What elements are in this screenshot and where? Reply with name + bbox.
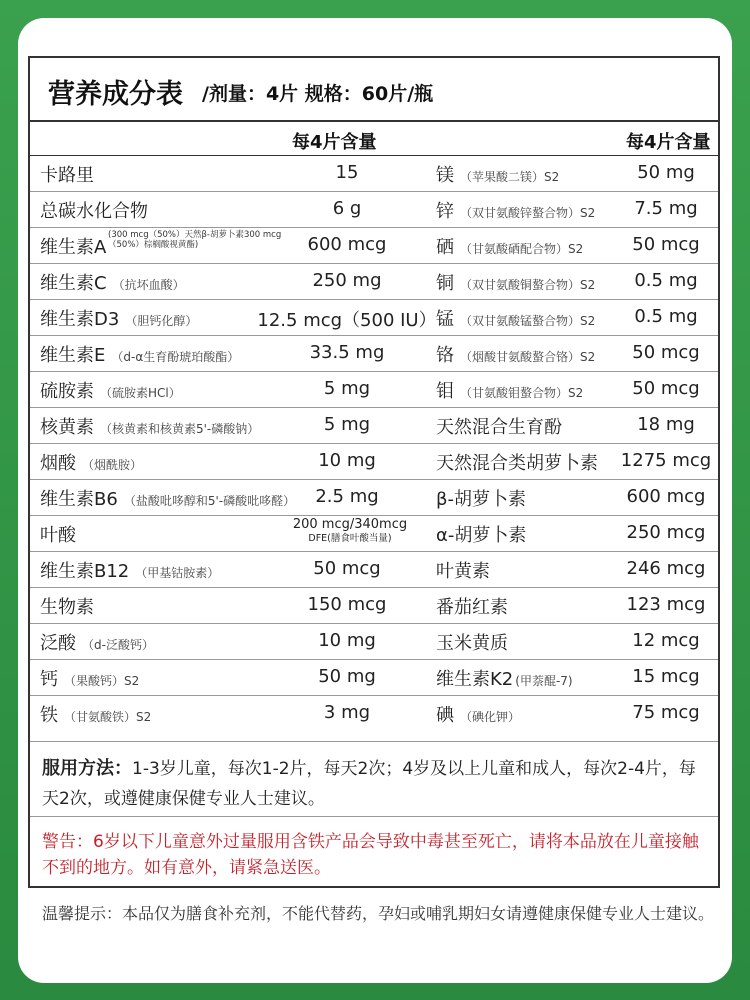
nutrient-name: 维生素B12 （甲基钴胺素）: [40, 561, 220, 582]
nutrient-note: (甲萘醌-7): [515, 674, 573, 688]
nutrient-value: 5 mg: [323, 378, 371, 399]
table-row: [30, 587, 718, 623]
table-row: [30, 479, 718, 515]
nutrient-note: （甘氨酸硒配合物）S2: [460, 242, 584, 256]
nutrient-name: 番茄红素: [436, 597, 508, 618]
nutrient-value: 250 mcg: [626, 522, 706, 543]
nutrient-name: 玉米黄质: [436, 633, 508, 654]
table-row: [30, 695, 718, 731]
nutrient-name: 总碳水化合物: [40, 201, 148, 222]
nutrient-value: 200 mcg/340mcg DFE(膳食叶酸当量): [292, 517, 408, 544]
nutrient-name: 维生素C （抗坏血酸）: [40, 273, 185, 294]
nutrient-name: 卡路里: [40, 165, 94, 186]
header-right: 每4片含量: [626, 132, 711, 153]
nutrient-value: 15: [335, 162, 359, 183]
nutrient-value: 5 mg: [323, 414, 371, 435]
header-left: 每4片含量: [292, 132, 377, 153]
nutrient-name: 泛酸 （d-泛酸钙）: [40, 633, 154, 654]
nutrient-note: （烟酸甘氨酸螯合铬）S2: [460, 350, 596, 364]
nutrient-value: 250 mg: [312, 270, 382, 291]
nutrient-value: 0.5 mg: [634, 306, 698, 327]
nutrient-value: 10 mg: [318, 450, 376, 471]
nutrient-name: 铁 （甘氨酸铁）S2: [40, 705, 152, 726]
table-row: [30, 371, 718, 407]
table-row: [30, 155, 718, 191]
table-row: [30, 551, 718, 587]
nutrient-value: 50 mg: [637, 162, 695, 183]
nutrient-name: 硒 （甘氨酸硒配合物）S2: [436, 237, 584, 258]
nutrient-note: （d-α生育酚琥珀酸酯）: [111, 350, 240, 364]
nutrient-note: （抗坏血酸）: [112, 278, 185, 292]
table-subtitle: /剂量：4片 规格：60片/瓶: [202, 83, 434, 105]
table-row: [30, 227, 718, 263]
nutrient-name: 维生素E （d-α生育酚琥珀酸酯）: [40, 345, 240, 366]
nutrient-value: 6 g: [332, 198, 362, 219]
divider: [30, 816, 718, 817]
table-row: [30, 263, 718, 299]
nutrient-value: 7.5 mg: [634, 198, 698, 219]
nutrient-value: 50 mcg: [632, 378, 700, 399]
nutrient-note: （双甘氨酸锰螯合物）S2: [460, 314, 596, 328]
divider: [30, 741, 718, 742]
nutrient-value: 50 mg: [318, 666, 376, 687]
nutrient-name: 叶酸: [40, 525, 76, 546]
nutrient-value: 1275 mcg: [620, 450, 712, 471]
table-row: [30, 443, 718, 479]
nutrient-name: 镁 （苹果酸二镁）S2: [436, 165, 560, 186]
nutrient-value: 3 mg: [323, 702, 371, 723]
table-row: [30, 299, 718, 335]
nutrient-name: 叶黄素: [436, 561, 490, 582]
table-title: 营养成分表: [48, 79, 183, 110]
nutrient-value: 0.5 mg: [634, 270, 698, 291]
nutrient-value: 123 mcg: [626, 594, 706, 615]
nutrient-note: （苹果酸二镁）S2: [460, 170, 560, 184]
nutrient-name: 核黄素 （核黄素和核黄素5'-磷酸钠）: [40, 417, 260, 438]
table-title-row: [30, 58, 718, 122]
nutrient-note: （甘氨酸铁）S2: [64, 710, 152, 724]
nutrient-value: 12.5 mcg（500 IU）: [257, 310, 437, 331]
nutrient-value: 18 mg: [637, 414, 695, 435]
table-row: [30, 335, 718, 371]
nutrient-note: (300 mcg（50%）天然β-胡萝卜素300 mcg（50%）棕榈酸视黄酯): [108, 230, 282, 250]
usage-text: 1-3岁儿童，每次1-2片，每天2次；4岁及以上儿童和成人，每次2-4片，每天2次，或遵健康保健专业人士建议。: [42, 759, 696, 809]
table-row: [30, 191, 718, 227]
nutrient-name: α-胡萝卜素: [436, 525, 527, 546]
nutrient-value: 33.5 mg: [309, 342, 385, 363]
nutrient-value: 246 mcg: [626, 558, 706, 579]
nutrient-name: 铬 （烟酸甘氨酸螯合铬）S2: [436, 345, 596, 366]
nutrient-note: （盐酸吡哆醇和5'-磷酸吡哆醛）: [123, 494, 296, 508]
nutrient-name: 铜 （双甘氨酸铜螯合物）S2: [436, 273, 596, 294]
nutrient-note: （果酸钙）S2: [64, 674, 140, 688]
table-row: [30, 659, 718, 695]
nutrient-note: （甲基钴胺素）: [135, 566, 220, 580]
nutrient-value: 15 mcg: [632, 666, 700, 687]
nutrient-value: 50 mcg: [313, 558, 381, 579]
nutrient-note: （d-泛酸钙）: [82, 638, 154, 652]
usage-section: [42, 754, 708, 814]
nutrient-note: （硫胺素HCl）: [100, 386, 181, 400]
nutrient-name: 钼 （甘氨酸钼螯合物）S2: [436, 381, 584, 402]
nutrient-value: 50 mcg: [632, 342, 700, 363]
nutrient-note: （双甘氨酸锌螯合物）S2: [460, 206, 596, 220]
nutrient-note: （核黄素和核黄素5'-磷酸钠）: [100, 422, 260, 436]
nutrient-value: 600 mcg: [626, 486, 706, 507]
table-row: [30, 407, 718, 443]
nutrient-name: 锰 （双甘氨酸锰螯合物）S2: [436, 309, 596, 330]
nutrient-value: 150 mcg: [307, 594, 387, 615]
nutrient-value: 2.5 mg: [315, 486, 379, 507]
nutrient-name: 维生素D3 （胆钙化醇）: [40, 309, 198, 330]
nutrition-table: [28, 56, 720, 888]
nutrient-note: （双甘氨酸铜螯合物）S2: [460, 278, 596, 292]
table-row: [30, 515, 718, 551]
nutrient-name: 维生素K2 (甲萘醌-7): [436, 669, 573, 690]
nutrient-name: 维生素A: [40, 237, 107, 258]
nutrient-name: 碘 （碘化钾）: [436, 705, 521, 726]
usage-label: 服用方法：: [42, 758, 132, 779]
nutrient-note: （碘化钾）: [460, 710, 521, 724]
nutrient-note: （胆钙化醇）: [125, 314, 198, 328]
nutrient-name: 天然混合类胡萝卜素: [436, 453, 598, 474]
nutrient-value: 75 mcg: [632, 702, 700, 723]
nutrient-name: 硫胺素 （硫胺素HCl）: [40, 381, 181, 402]
table-row: [30, 623, 718, 659]
nutrient-value: 10 mg: [318, 630, 376, 651]
nutrient-name: 烟酸 （烟酰胺）: [40, 453, 143, 474]
nutrient-name: 生物素: [40, 597, 94, 618]
nutrient-name: 锌 （双甘氨酸锌螯合物）S2: [436, 201, 596, 222]
nutrient-name: 天然混合生育酚: [436, 417, 562, 438]
nutrient-note: （烟酰胺）: [82, 458, 143, 472]
warning-text: 警告：6岁以下儿童意外过量服用含铁产品会导致中毒甚至死亡，请将本品放在儿童接触不到的地方。如有意外，请紧急送医。: [42, 832, 699, 878]
nutrient-value: 50 mcg: [632, 234, 700, 255]
nutrient-name: β-胡萝卜素: [436, 489, 526, 510]
nutrient-note: （甘氨酸钼螯合物）S2: [460, 386, 584, 400]
nutrient-value: 12 mcg: [632, 630, 700, 651]
tip-text: 温馨提示：本品仅为膳食补充剂，不能代替药，孕妇或哺乳期妇女请遵健康保健专业人士建议。: [42, 904, 715, 923]
nutrient-name: 维生素B6 （盐酸吡哆醇和5'-磷酸吡哆醛）: [40, 489, 296, 510]
nutrient-name: 钙 （果酸钙）S2: [40, 669, 140, 690]
nutrient-value: 600 mcg: [307, 234, 387, 255]
